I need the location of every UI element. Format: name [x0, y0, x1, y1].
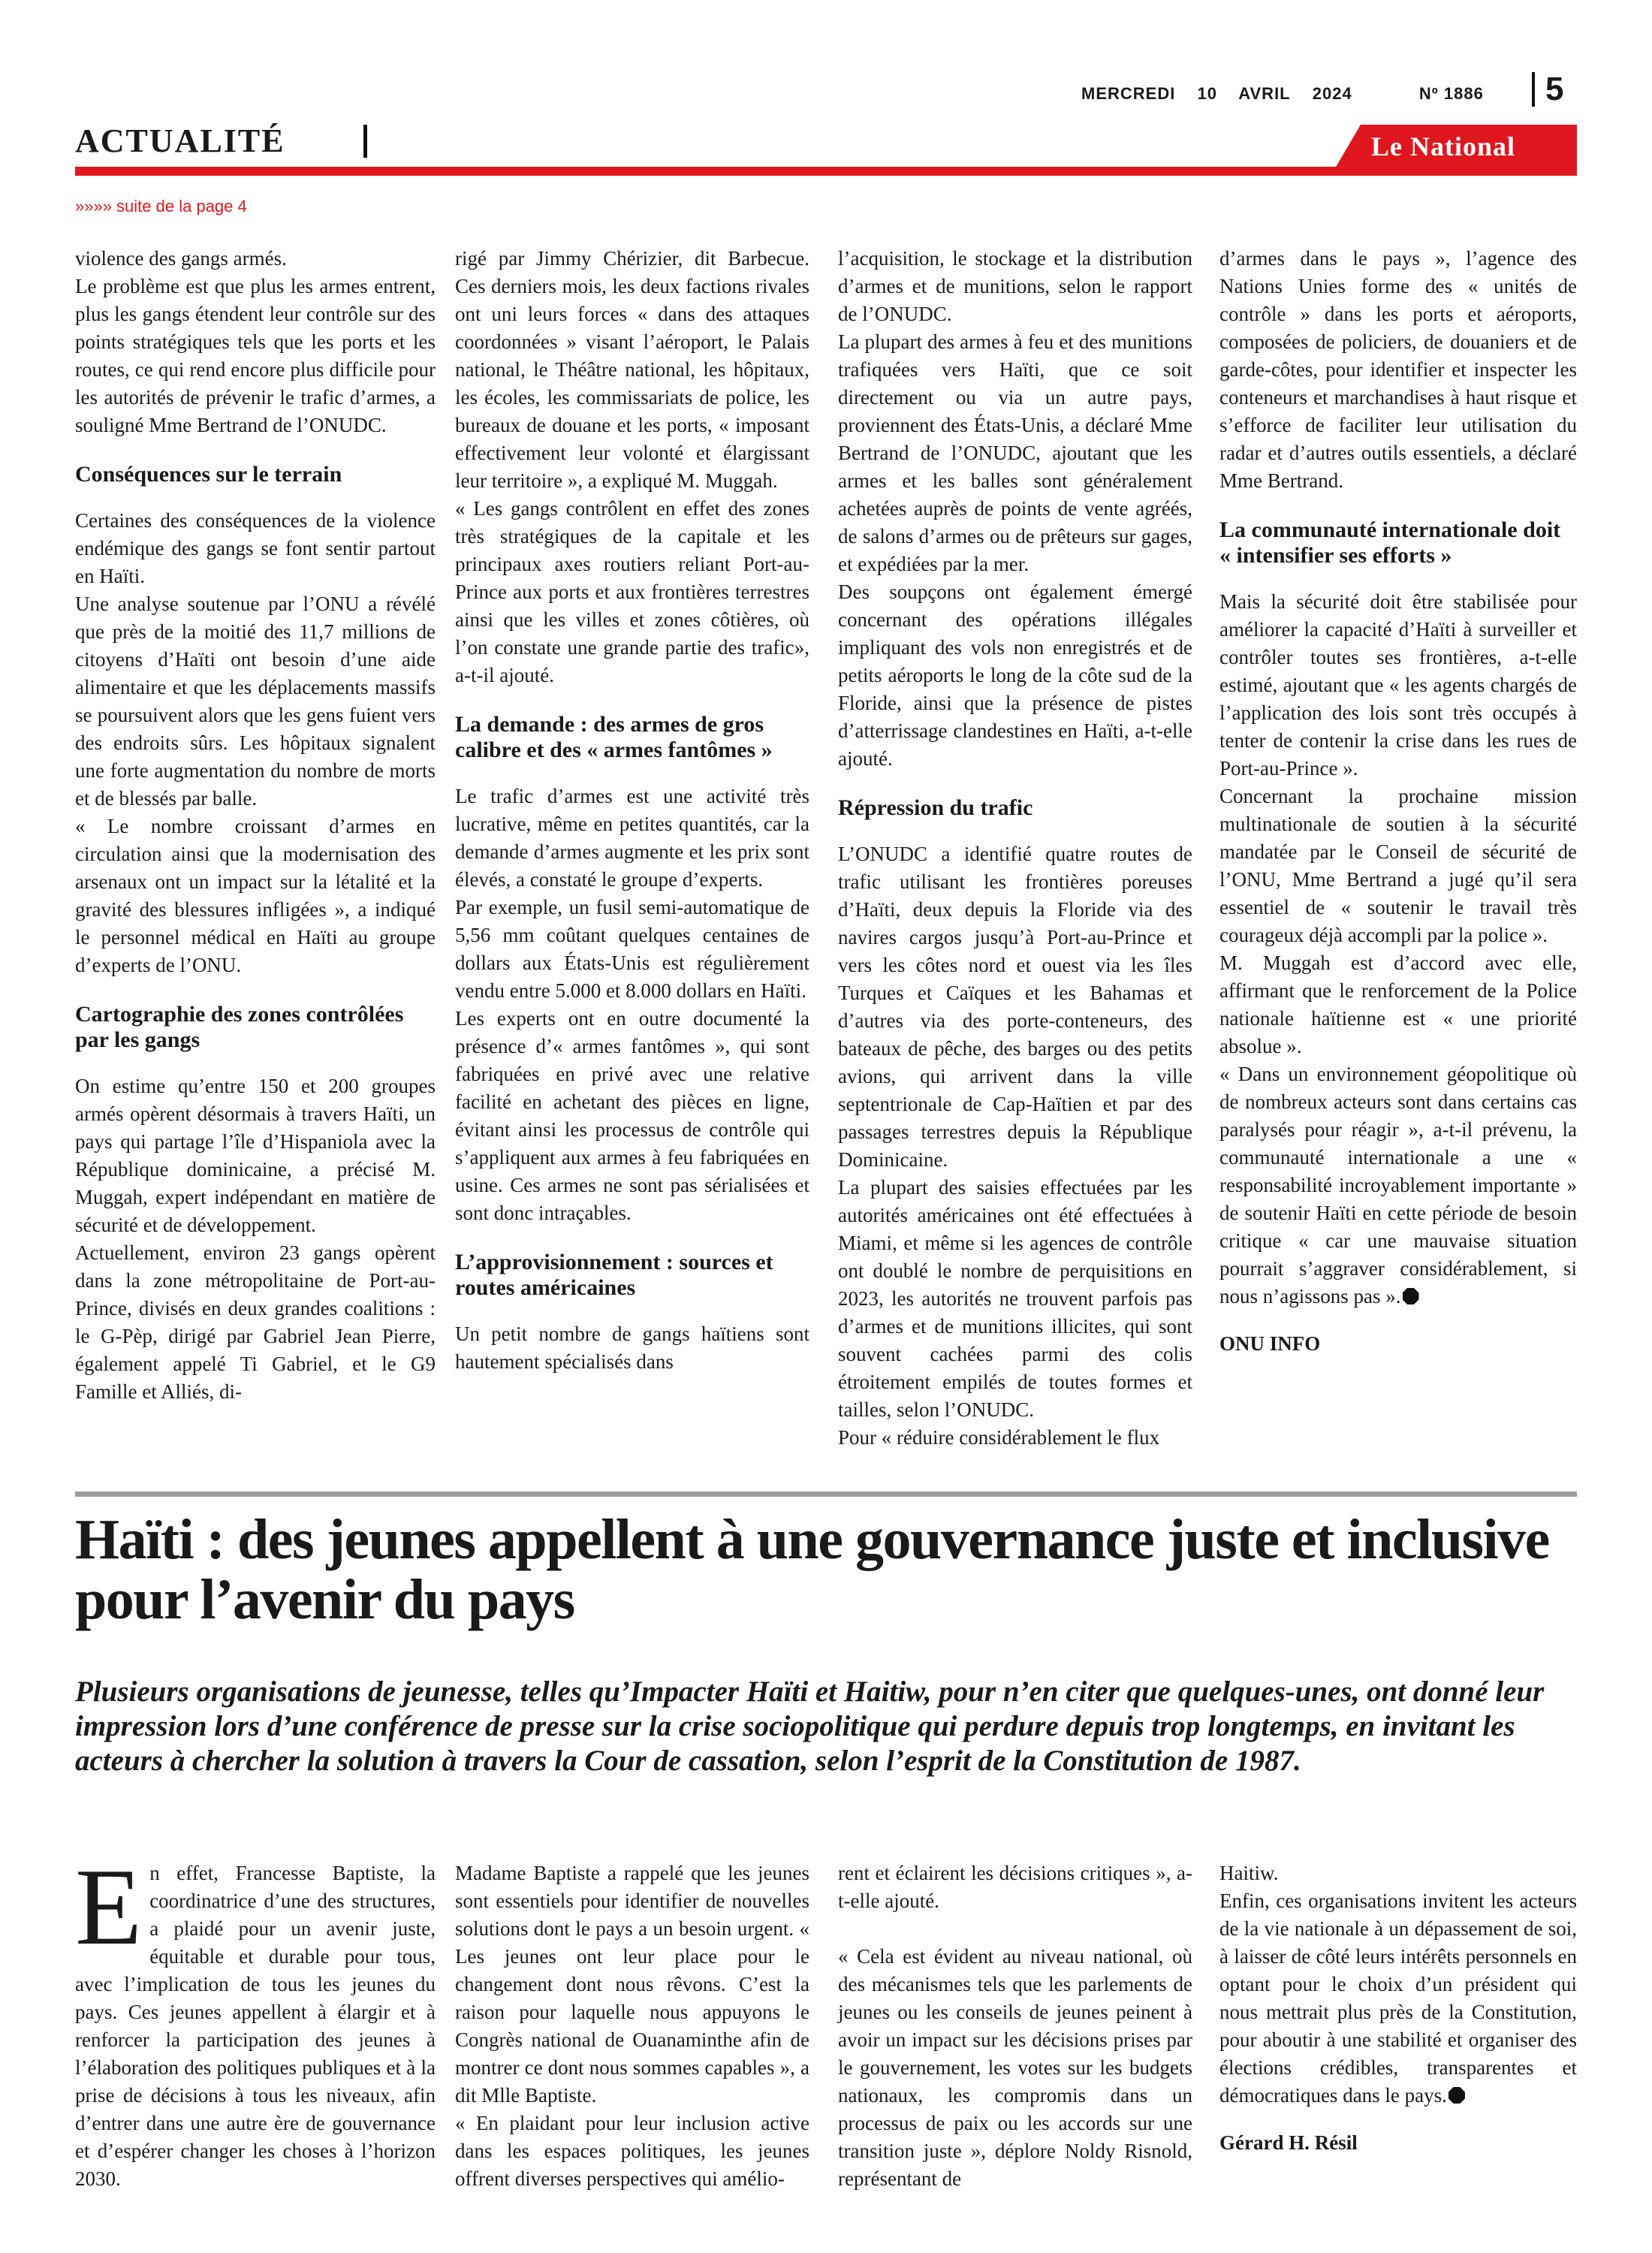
continued-from: »»»» suite de la page 4 [75, 197, 247, 216]
paragraph: Le problème est que plus les armes entrent, plus les gangs étendent leur contrôle sur des points stratégiques tels que les ports et les routes, ce qui rend encore plus difficile pour les autorités de prévenir le trafic d’armes, a souligné Mme Bertrand de l’ONUDC. [75, 275, 436, 436]
spacer [838, 1915, 1192, 1943]
paragraph: « Dans un environnement géopolitique où de nombreux acteurs sont dans certains cas paralysés pour réagir », a-t-il prévenu, la communauté internationale a une « responsabilité incroyablement importante » de soutenir Haïti en cette période de besoin critique « car une mauvaise situation pourrait s’aggraver considérablement, si nous n’agissons pas ». [1219, 1063, 1577, 1307]
paragraph: « En plaidant pour leur inclusion active dans les espaces politiques, les jeunes offrent diverses perspectives qui amélio- [455, 2112, 809, 2190]
paragraph: Par exemple, un fusil semi-automatique de 5,56 mm coûtant quelques centaines de dollars aux États-Unis est régulièrement vendu entre 5.000 et 8.000 dollars en Haïti. [455, 896, 809, 1002]
article2-lead: Plusieurs organisations de jeunesse, telles qu’Impacter Haïti et Haitiw, pour n’en citer que quelques-unes, ont donné leur impression lors d’une conférence de presse sur la crise sociopolitique qui perdure depuis trop longtemps, en invitant les acteurs à chercher la solution à travers la Cour de cassation, selon l’esprit de la Constitution de 1987. [75, 1675, 1545, 1777]
date-line [1081, 84, 1500, 104]
date-number: 10 [1197, 84, 1217, 103]
paragraph: Des soupçons ont également émergé concernant des opérations illégales impliquant des vols non enregistrés et de petits aéroports le long de la côte sud de la Floride, ainsi que la présence de pistes d’atterrissage clandestines en Haïti, a-t-elle ajouté. [838, 581, 1192, 770]
paragraph: violence des gangs armés. [75, 247, 287, 270]
subheading: Cartographie des zones contrôlées par les gangs [75, 1002, 404, 1052]
paragraph: n effet, Francesse Baptiste, la coordinatrice d’une des structures, a plaidé pour un avenir juste, équitable et durable pour tous, avec l’implication de tous les jeunes du pays. Ces jeunes appellent à élargir et à renforcer la participation des jeunes à l’élaboration des politiques publiques et à la prise de décisions à tous les niveaux, afin d’entrer dans une autre ère de gouvernance et d’espérer changer les choses à l’horizon 2030. [75, 1862, 436, 2190]
paragraph: Madame Baptiste a rappelé que les jeunes sont essentiels pour identifier de nouvelles solutions dont le pays a un besoin urgent. « Les jeunes ont leur place pour le changement dont nous rêvons. C’est la raison pour laquelle nous appuyons le Congrès national de Ouanaminthe afin de montrer ce dont nous sommes capables », a dit Mlle Baptiste. [455, 1862, 809, 2107]
section-divider [363, 125, 367, 158]
paragraph: La plupart des saisies effectuées par les autorités américaines ont été effectuées à Miami, et même si les agences de contrôle ont doublé le nombre de perquisitions en 2023, les autorités ne trouvent parfois pas d’armes et de munitions illicites, qui sont souvent cachées parmi des colis étroitement empilés de toutes formes et tailles, selon l’ONUDC. [838, 1176, 1192, 1421]
paragraph: l’acquisition, le stockage et la distribution d’armes et de munitions, selon le rapport de l’ONUDC. [838, 247, 1192, 325]
paragraph: Mais la sécurité doit être stabilisée pour améliorer la capacité d’Haïti à surveiller et contrôler toutes ses frontières, a-t-elle estimé, ajoutant que « les agents chargés de l’application des lois sont très occupés à tenter de contenir la crise dans les rues de Port-au-Prince ». [1219, 590, 1577, 780]
end-mark-icon [1449, 2087, 1465, 2104]
paragraph: « Cela est évident au niveau national, où des mécanismes tels que les parlements de jeunes ou les conseils de jeunes peinent à avoir un impact sur les décisions prises par le gouvernement, les votes sur les budgets nationaux, les compromis dans un processus de paix ou les accords sur une transition juste », déplore Noldy Risnold, représentant de [838, 1945, 1192, 2190]
end-mark-icon [1403, 1288, 1419, 1304]
article-divider [75, 1491, 1577, 1497]
article1-column-2 [455, 245, 809, 1376]
date-day: MERCREDI [1081, 84, 1176, 103]
article-signature: Gérard H. Résil [1219, 2131, 1358, 2154]
date-month: AVRIL [1238, 84, 1291, 103]
paragraph: La plupart des armes à feu et des munitions trafiquées vers Haïti, que ce soit directement ou via un autre pays, proviennent des États-Unis, a déclaré Mme Bertrand de l’ONUDC, ajoutant que les armes et les balles sont généralement achetées auprès de points de vente agréés, de salons d’armes ou de prêteurs sur gages, et expédiées par la mer. [838, 330, 1192, 575]
paragraph: L’ONUDC a identifié quatre routes de trafic utilisant les frontières poreuses d’Haïti, deux depuis la Floride via des navires cargos jusqu’à Port-au-Prince et vers les côtes nord et ouest via les îles Turques et Caïques et les Bahamas et d’autres via des porte-conteneurs, des bateaux de pêche, des barges ou des petits avions, qui arrivent dans la ville septentrionale de Cap-Haïtien et par des passages terrestres depuis la République Dominicaine. [838, 843, 1192, 1171]
section-title: ACTUALITÉ [75, 122, 285, 159]
page-number: 5 [1532, 72, 1563, 107]
paragraph: Certaines des conséquences de la violence endémique des gangs se font sentir partout en Haïti. [75, 509, 436, 587]
paragraph: Les experts ont en outre documenté la présence d’« armes fantômes », qui sont fabriquées en privé avec une relative facilité en achetant des pièces en ligne, évitant ainsi les processus de contrôle qui s’appliquent aux armes à feu fabriquées en usine. Ces armes ne sont pas sérialisées et sont donc intraçables. [455, 1007, 809, 1224]
paragraph: Le trafic d’armes est une activité très lucrative, même en petites quantités, car la demande d’armes augmente et les prix sont élevés, a constaté le groupe d’experts. [455, 785, 809, 891]
article2-column-1 [75, 1846, 436, 2193]
article2-column-2 [455, 1859, 809, 2193]
paragraph: On estime qu’entre 150 et 200 groupes armés opèrent désormais à travers Haïti, un pays qui partage l’île d’Hispaniola avec la République dominicaine, a précisé M. Muggah, expert indépendant en matière de sécurité et de développement. [75, 1075, 436, 1236]
subheading: L’approvisionnement : sources et routes américaines [455, 1250, 773, 1300]
date-year: 2024 [1312, 84, 1352, 103]
subheading: La communauté internationale doit « intensifier ses efforts » [1219, 517, 1561, 568]
paragraph: Concernant la prochaine mission multinationale de soutien à la sécurité mandatée par le Conseil de sécurité de l’ONU, Mme Bertrand a jugé qu’il sera essentiel de « soutenir le travail très courageux déjà accompli par la police ». [1219, 785, 1577, 946]
paragraph: Enfin, ces organisations invitent les acteurs de la vie nationale à un dépassement de soi, à laisser de côté leurs intérêts personnels en optant pour le choix d’un président qui nous mettrait plus près de la Constitution, pour aboutir à une stabilité et organiser des élections crédibles, transparentes et démocratiques dans le pays. [1219, 1890, 1577, 2107]
article2-column-3 [838, 1859, 1192, 2193]
subheading: La demande : des armes de gros calibre et des « armes fantômes » [455, 712, 773, 762]
article-signature: ONU INFO [1219, 1332, 1321, 1355]
paragraph: Haitiw. [1219, 1862, 1279, 1884]
paragraph: Actuellement, environ 23 gangs opèrent dans la zone métropolitaine de Port-au-Prince, divisés en deux grandes coalitions : le G-Pèp, dirigé par Gabriel Jean Pierre, également appelé Ti Gabriel, et le G9 Famille et Alliés, di- [75, 1241, 436, 1403]
paragraph: M. Muggah est d’accord avec elle, affirmant que le renforcement de la Police nationale haïtienne est « une priorité absolue ». [1219, 952, 1577, 1057]
subheading: Conséquences sur le terrain [75, 462, 342, 487]
paragraph: « Les gangs contrôlent en effet des zones très stratégiques de la capitale et les principaux axes routiers reliant Port-au-Prince aux ports et aux frontières terrestres ainsi que les villes et zones côtières, où l’on constate une grande partie des trafic», a-t-il ajouté. [455, 497, 809, 686]
paragraph: « Le nombre croissant d’armes en circulation ainsi que la modernisation des arsenaux ont un impact sur la létalité et la gravité des blessures infligées », a indiqué le personnel médical en Haïti au groupe d’experts de l’ONU. [75, 815, 436, 976]
subheading: Répression du trafic [838, 795, 1033, 820]
paragraph-with-end-mark [1219, 1887, 1577, 2110]
brand-logo: Le National [1371, 131, 1516, 161]
header-rule [75, 167, 1577, 176]
paragraph: Une analyse soutenue par l’ONU a révélé que près de la moitié des 11,7 millions de citoyens d’Haïti ont besoin d’une aide alimentaire et que les déplacements massifs se poursuivent alors que les gens fuient vers des endroits sûrs. Les hôpitaux signalent une forte augmentation du nombre de morts et de blessés par balle. [75, 593, 436, 810]
article1-column-4 [1219, 245, 1577, 1358]
paragraph: rigé par Jimmy Chérizier, dit Barbecue. Ces derniers mois, les deux factions rivales ont uni leurs forces « dans des attaques coordonnées » visant l’aéroport, le Palais national, le Théâtre national, les hôpitaux, les écoles, les commissariats de police, les bureaux de douane et les ports, « imposant effectivement leur volonté et élargissant leur territoire », a expliqué M. Muggah. [455, 247, 809, 492]
paragraph-with-end-mark [1219, 1060, 1577, 1310]
article2-headline: Haïti : des jeunes appellent à une gouvernance juste et inclusive pour l’avenir du pays [75, 1508, 1549, 1631]
paragraph-with-dropcap [75, 1846, 436, 2193]
article2-column-4 [1219, 1859, 1577, 2157]
paragraph: Un petit nombre de gangs haïtiens sont hautement spécialisés dans [455, 1323, 809, 1373]
dropcap: E [75, 1846, 143, 1968]
paragraph: d’armes dans le pays », l’agence des Nations Unies forme des « unités de contrôle » dans les ports et aéroports, composées de policiers, de douaniers et de garde-côtes, pour identifier et inspecter les conteneurs et marchandises à haut risque et s’efforce de faciliter leur utilisation du radar et d’autres outils essentiels, a déclaré Mme Bertrand. [1219, 247, 1577, 492]
paragraph: rent et éclairent les décisions critiques », a-t-elle ajouté. [838, 1862, 1192, 1912]
article1-column-3 [838, 245, 1192, 1452]
issue-number: Nº 1886 [1418, 84, 1484, 103]
article1-column-1 [75, 245, 436, 1406]
paragraph: Pour « réduire considérablement le flux [838, 1426, 1160, 1449]
